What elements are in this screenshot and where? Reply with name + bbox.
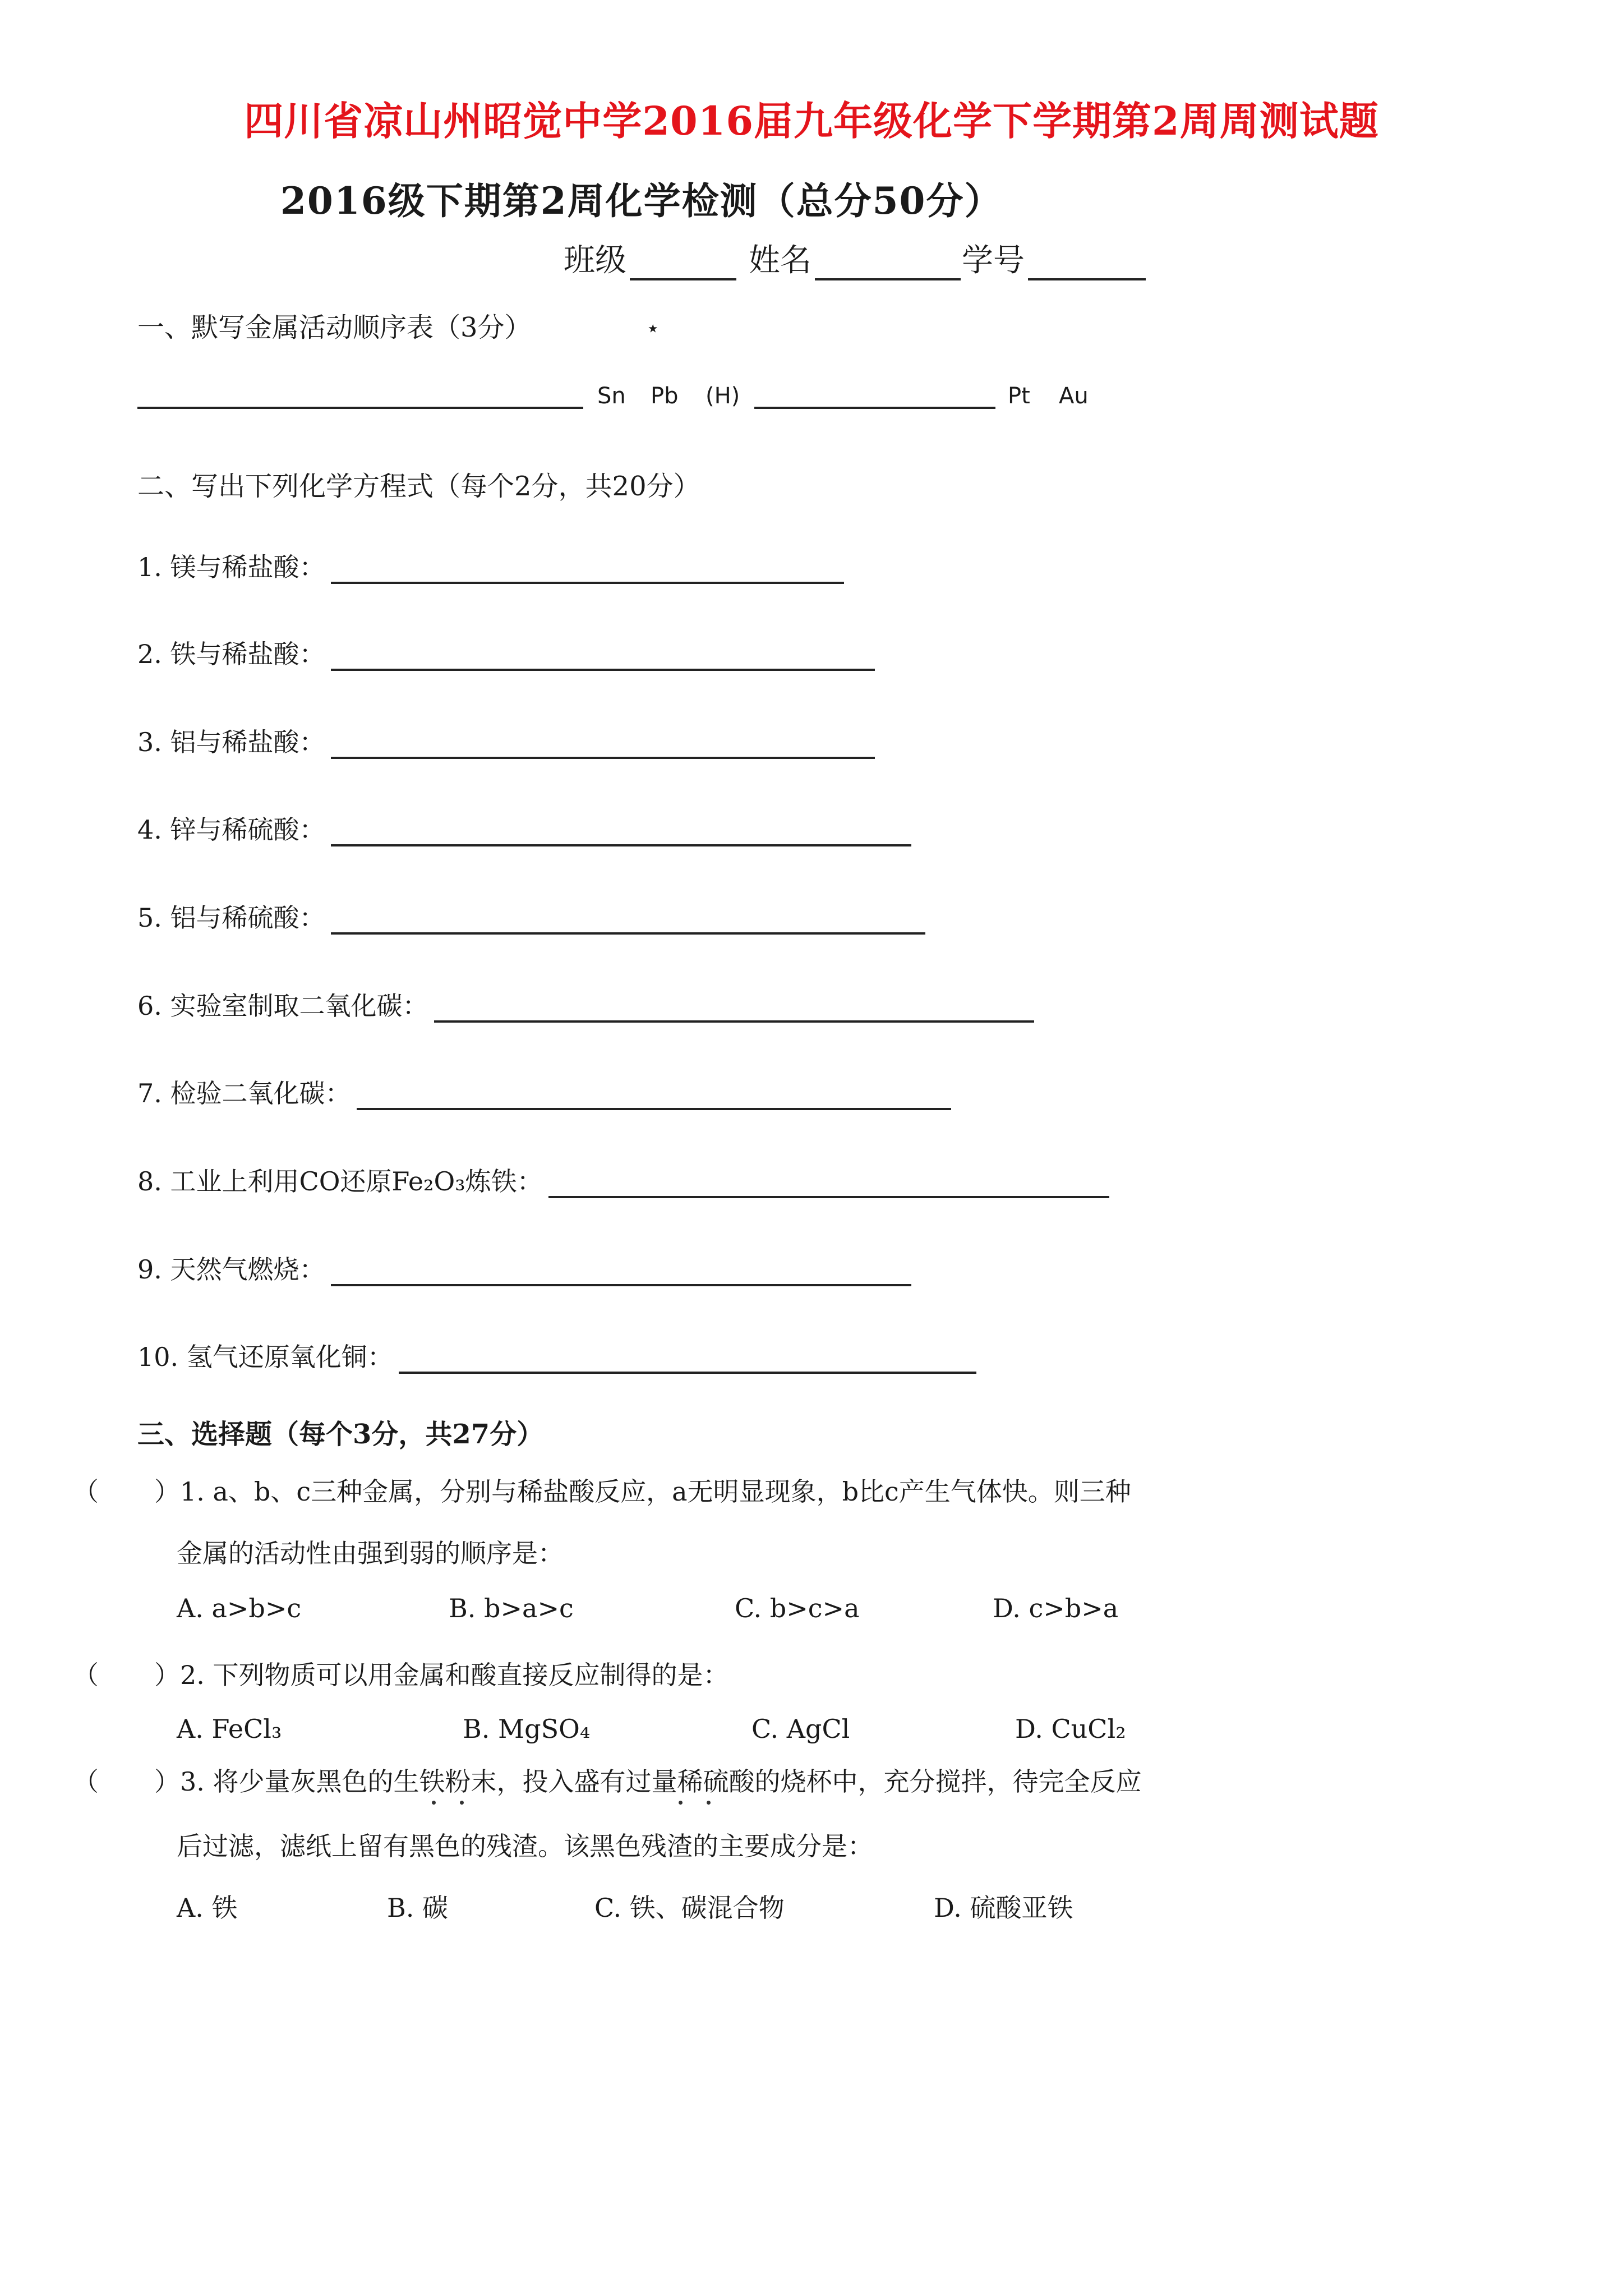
section1-heading: 一、默写金属活动顺序表（3分）: [137, 312, 532, 343]
equation-label: 4. 锌与稀硫酸：: [137, 815, 325, 845]
equation-item: [137, 1073, 951, 1110]
equation-item: [137, 634, 875, 671]
equation-item: [137, 986, 1034, 1023]
class-field: [564, 236, 736, 280]
equation-label: 1. 镁与稀盐酸：: [137, 552, 325, 582]
q1-option-d[interactable]: D. c>b>a: [993, 1593, 1119, 1623]
equation-label: 6. 实验室制取二氧化碳：: [137, 991, 428, 1021]
metal-series-blank-2[interactable]: [754, 407, 995, 409]
class-blank[interactable]: [630, 250, 736, 280]
number-label: 学号: [962, 242, 1025, 279]
equation-item: [137, 1337, 976, 1374]
q3-stem-line2: 后过滤，滤纸上留有黑色的残渣。该黑色残渣的主要成分是：: [177, 1831, 873, 1861]
equation-label: 5. 铝与稀硫酸：: [137, 903, 325, 933]
q1-stem-line2: 金属的活动性由强到弱的顺序是：: [177, 1538, 564, 1568]
emphasis-dot: [679, 1801, 683, 1805]
equation-answer-blank[interactable]: [331, 822, 911, 846]
section3-heading: 三、选择题（每个3分，共27分）: [137, 1419, 544, 1450]
q3-option-a[interactable]: A. 铁: [177, 1893, 238, 1923]
q1-option-c[interactable]: C. b>c>a: [735, 1593, 860, 1623]
q3-stem-line1: ）3. 将少量灰黑色的生铁粉末，投入盛有过量稀硫酸的烧杯中，充分搅拌，待完全反应: [154, 1766, 1142, 1797]
q3-option-c[interactable]: C. 铁、碳混合物: [594, 1893, 785, 1923]
q3-option-b[interactable]: B. 碳: [387, 1893, 449, 1923]
equation-item: [137, 1249, 911, 1286]
class-label: 班级: [564, 242, 626, 279]
name-label: 姓名: [749, 242, 811, 279]
metal-au: Au: [1059, 383, 1089, 409]
equation-answer-blank[interactable]: [331, 559, 844, 584]
section2-heading: 二、写出下列化学方程式（每个2分，共20分）: [137, 471, 700, 502]
equation-label: 3. 铝与稀盐酸：: [137, 727, 325, 757]
q1-answer-paren[interactable]: （: [73, 1476, 99, 1507]
document-source-title: 四川省凉山州昭觉中学2016届九年级化学下学期第2周周测试题: [244, 98, 1379, 144]
metal-pt: Pt: [1008, 383, 1030, 409]
q3-answer-paren[interactable]: （: [73, 1766, 99, 1797]
equation-label: 8. 工业上利用CO还原Fe₂O₃炼铁：: [137, 1166, 543, 1197]
name-blank[interactable]: [815, 250, 961, 280]
number-blank[interactable]: [1028, 250, 1146, 280]
equation-label: 10. 氢气还原氧化铜：: [137, 1342, 393, 1372]
metal-pb: Pb: [651, 383, 679, 409]
emphasis-dot: [460, 1801, 464, 1805]
equation-item: [137, 898, 925, 935]
emphasis-dot: [707, 1801, 711, 1805]
q2-stem-line1: ）2. 下列物质可以用金属和酸直接反应制得的是：: [154, 1660, 729, 1690]
metal-sn: Sn: [597, 383, 626, 409]
emphasis-dot: [432, 1801, 436, 1805]
equation-answer-blank[interactable]: [357, 1085, 951, 1110]
q1-stem-line1: ）1. a、b、c三种金属，分别与稀盐酸反应，a无明显现象，b比c产生气体快。则三种: [154, 1476, 1131, 1507]
number-field: [962, 236, 1146, 280]
equation-answer-blank[interactable]: [331, 910, 925, 935]
equation-item: [137, 547, 844, 584]
q2-option-a[interactable]: A. FeCl₃: [177, 1714, 282, 1744]
q2-option-b[interactable]: B. MgSO₄: [463, 1714, 591, 1744]
equation-label: 9. 天然气燃烧：: [137, 1254, 325, 1285]
equation-item: [137, 1161, 1109, 1198]
q1-option-b[interactable]: B. b>a>c: [449, 1593, 574, 1623]
name-field: [749, 236, 961, 280]
equation-answer-blank[interactable]: [434, 998, 1034, 1023]
q1-option-a[interactable]: A. a>b>c: [177, 1593, 302, 1623]
scan-speck: ٭: [648, 317, 658, 339]
q2-option-d[interactable]: D. CuCl₂: [1015, 1714, 1126, 1744]
equation-label: 7. 检验二氧化碳：: [137, 1078, 351, 1108]
test-title: 2016级下期第2周化学检测（总分50分）: [280, 179, 1003, 223]
q2-option-c[interactable]: C. AgCl: [751, 1714, 850, 1744]
equation-answer-blank[interactable]: [331, 1262, 911, 1286]
equation-answer-blank[interactable]: [399, 1349, 976, 1374]
q3-option-d[interactable]: D. 硫酸亚铁: [934, 1893, 1073, 1923]
equation-answer-blank[interactable]: [331, 734, 875, 759]
metal-h: (H): [706, 383, 740, 409]
equation-label: 2. 铁与稀盐酸：: [137, 639, 325, 669]
equation-item: [137, 722, 875, 759]
equation-item: [137, 809, 911, 846]
metal-series-blank-1[interactable]: [137, 407, 583, 409]
q2-answer-paren[interactable]: （: [73, 1660, 99, 1690]
equation-answer-blank[interactable]: [548, 1174, 1109, 1198]
equation-answer-blank[interactable]: [331, 646, 875, 671]
